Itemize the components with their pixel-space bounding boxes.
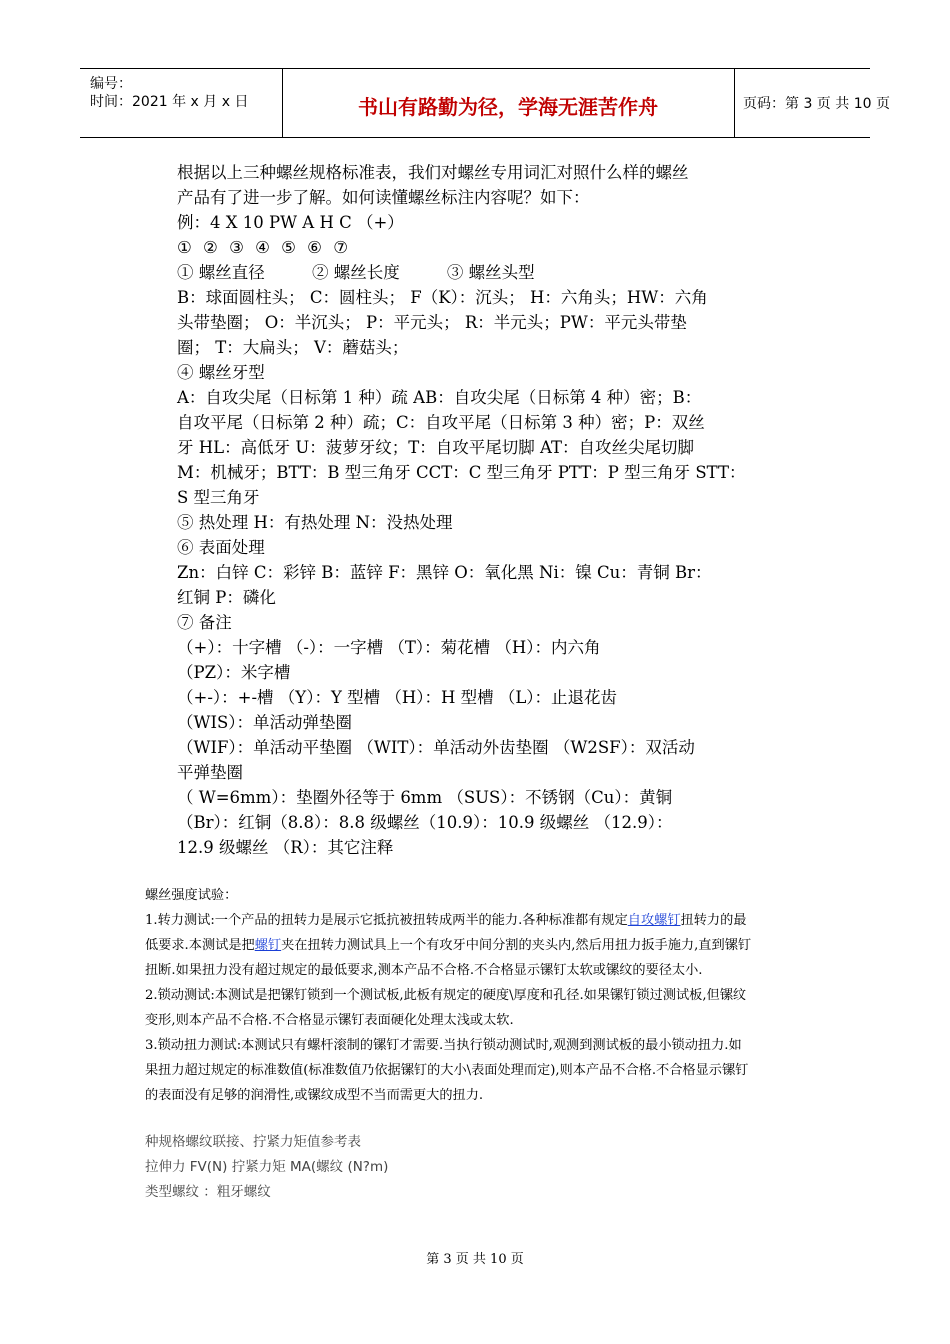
doc-time-label: 时间：2021 年 x 月 x 日 bbox=[90, 94, 249, 110]
strength-paragraph-line: 扭断.如果扭力没有超过规定的最低要求,测本产品不合格.不合格显示镙钉太软或镙纹的要径太小. bbox=[145, 963, 703, 978]
text-span: 1.转力测试:一个产品的扭转力是展示它抵抗被扭转成两半的能力.各种标准都有规定 bbox=[145, 913, 628, 928]
text-line: （ W=6mm）：垫圈外径等于 6mm （SUS）：不锈钢（Cu）：黄铜 bbox=[177, 788, 673, 807]
self-tapping-screw-link[interactable]: 自攻螺钉 bbox=[627, 913, 681, 928]
text-line: （PZ）：米字槽 bbox=[177, 663, 291, 682]
text-span: 夹在扭转力测试具上一个有攻牙中间分割的夹头内,然后用扭力扳手施力,直到镙钉 bbox=[281, 938, 752, 953]
strength-paragraph-line bbox=[145, 933, 825, 958]
doc-number-label: 编号： bbox=[90, 76, 132, 92]
text-line: （WIF）：单活动平垫圈 （WIT）：单活动外齿垫圈 （W2SF）：双活动 bbox=[177, 738, 695, 757]
text-line: 根据以上三种螺丝规格标准表，我们对螺丝专用词汇对照什么样的螺丝 bbox=[177, 163, 689, 182]
text-line: 平弹垫圈 bbox=[177, 763, 243, 782]
strength-paragraph-line bbox=[145, 908, 825, 933]
header-motto-cell bbox=[282, 69, 735, 137]
header-meta-cell bbox=[80, 69, 283, 137]
text-line: ① 螺丝直径 ② 螺丝长度 ③ 螺丝头型 bbox=[177, 263, 535, 282]
strength-paragraph-line: 3.锁动扭力测试:本测试只有螺杆滚制的镙钉才需要.当执行锁动测试时,观测到测试板的最小锁动扭力.如 bbox=[145, 1038, 742, 1053]
strength-paragraph-line: 2.锁动测试:本测试是把镙钉锁到一个测试板,此板有规定的硬度\厚度和孔径.如果镙钉锁过测试板,但镙纹 bbox=[145, 988, 747, 1003]
text-line: A：自攻尖尾（日标第 1 种）疏 AB：自攻尖尾（日标第 4 种）密；B： bbox=[177, 388, 702, 407]
text-line: 12.9 级螺丝 （R）：其它注释 bbox=[177, 838, 394, 857]
header-page-cell bbox=[735, 69, 890, 137]
text-line: 牙 HL：高低牙 U：菠萝牙纹；T：自攻平尾切脚 AT：自攻丝尖尾切脚 bbox=[177, 438, 695, 457]
table-ref-line: 类型螺纹 ：粗牙螺纹 bbox=[145, 1184, 271, 1200]
text-span: 扭转力的最 bbox=[680, 913, 747, 928]
text-line: ⑥ 表面处理 bbox=[177, 538, 265, 557]
header-page-label: 页码：第 3 页 共 10 页 bbox=[743, 96, 890, 112]
strength-paragraph-line: 变形,则本产品不合格.不合格显示镙钉表面硬化处理太浅或太软. bbox=[145, 1013, 514, 1028]
text-line: 头带垫圈； O：半沉头； P：平元头； R：半元头；PW：平元头带垫 bbox=[177, 313, 687, 332]
text-line: （WIS）：单活动弹垫圈 bbox=[177, 713, 353, 732]
circled-numbers-line: ① ② ③ ④ ⑤ ⑥ ⑦ bbox=[177, 238, 349, 257]
text-line: M：机械牙；BTT：B 型三角牙 CCT：C 型三角牙 PTT：P 型三角牙 STT： bbox=[177, 463, 746, 482]
torque-table-reference bbox=[145, 1130, 825, 1205]
screw-notation-section bbox=[177, 160, 787, 860]
strength-title: 螺丝强度试验： bbox=[145, 888, 238, 903]
strength-paragraph-line: 果扭力超过规定的标准数值(标准数值乃依据镙钉的大小\表面处理而定),则本产品不合格.不合格显示镙钉 bbox=[145, 1063, 749, 1078]
screw-link[interactable]: 螺钉 bbox=[254, 938, 282, 953]
text-line: ⑤ 热处理 H：有热处理 N：没热处理 bbox=[177, 513, 453, 532]
example-line: 例：4 X 10 PW A H C （+） bbox=[177, 213, 404, 232]
table-ref-line: 种规格螺纹联接、拧紧力矩值参考表 bbox=[145, 1134, 361, 1150]
text-span: 低要求.本测试是把 bbox=[145, 938, 255, 953]
text-line: Zn：白锌 C：彩锌 B：蓝锌 F：黑锌 O：氧化黑 Ni：镍 Cu：青铜 Br： bbox=[177, 563, 712, 582]
table-ref-line: 拉伸力 FV(N) 拧紧力矩 MA(螺纹 (N?m) bbox=[145, 1159, 389, 1175]
strength-paragraph-line: 的表面没有足够的润滑性,或镙纹成型不当而需更大的扭力. bbox=[145, 1088, 484, 1103]
text-line: 红铜 P：磷化 bbox=[177, 588, 276, 607]
text-line: ④ 螺丝牙型 bbox=[177, 363, 265, 382]
text-line: （+）：十字槽 （-）：一字槽 （T）：菊花槽 （H）：内六角 bbox=[177, 638, 601, 657]
text-line: 圈； T：大扁头； V：蘑菇头； bbox=[177, 338, 409, 357]
text-line: B：球面圆柱头； C：圆柱头； F（K）：沉头； H：六角头；HW：六角 bbox=[177, 288, 708, 307]
header-motto: 书山有路勤为径，学海无涯苦作舟 bbox=[358, 95, 658, 119]
text-line: ⑦ 备注 bbox=[177, 613, 232, 632]
text-line: （Br）：红铜（8.8）：8.8 级螺丝（10.9）：10.9 级螺丝 （12.9）： bbox=[177, 813, 673, 832]
text-line: （+-）：+-槽 （Y）：Y 型槽 （H）：H 型槽 （L）：止退花齿 bbox=[177, 688, 618, 707]
page-footer: 第 3 页 共 10 页 bbox=[426, 1252, 524, 1267]
document-header bbox=[80, 68, 890, 138]
text-line: S 型三角牙 bbox=[177, 488, 260, 507]
strength-test-section bbox=[145, 883, 825, 1108]
text-line: 产品有了进一步了解。如何读懂螺丝标注内容呢？如下： bbox=[177, 188, 590, 207]
text-line: 自攻平尾（日标第 2 种）疏；C：自攻平尾（日标第 3 种）密；P：双丝 bbox=[177, 413, 705, 432]
